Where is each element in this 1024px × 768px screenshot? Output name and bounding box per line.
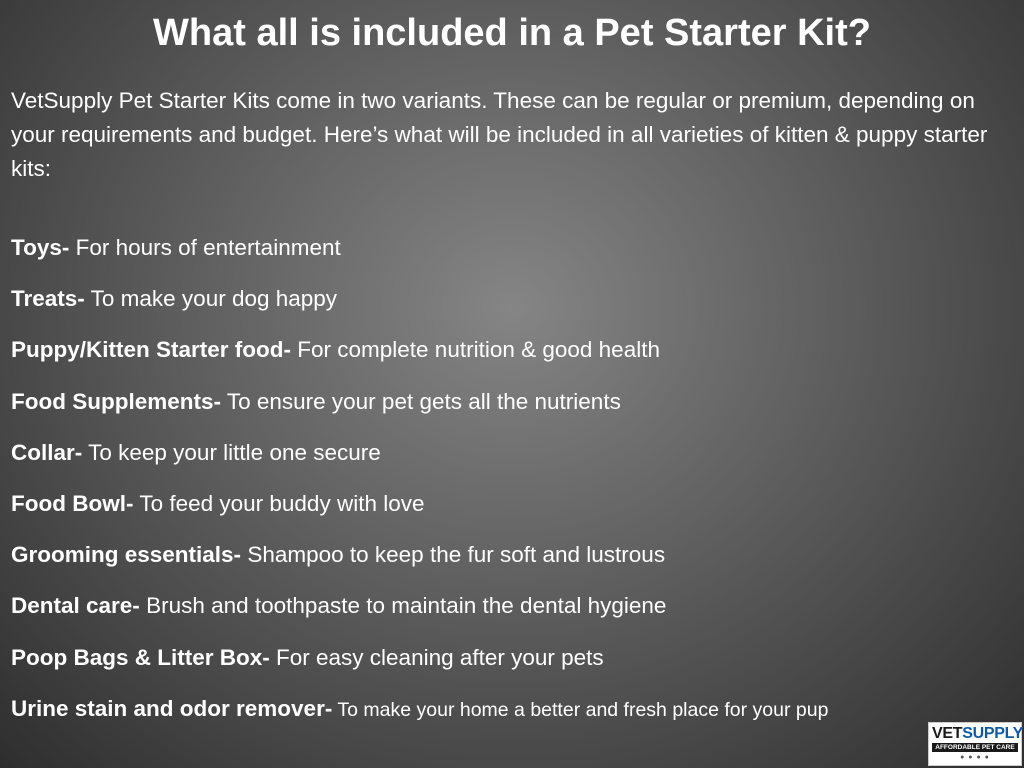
logo-wordmark [932, 725, 1023, 742]
item-description: For complete nutrition & good health [291, 337, 660, 363]
item-description: For hours of entertainment [69, 235, 341, 260]
item-label: Treats- [11, 286, 85, 312]
list-item [11, 640, 1016, 691]
item-label: Dental care- [11, 593, 140, 619]
vetsupply-logo [928, 722, 1022, 766]
list-item [11, 691, 1016, 742]
item-label: Food Supplements- [11, 388, 221, 414]
logo-tagline: AFFORDABLE PET CARE [932, 743, 1018, 752]
item-description: To feed your buddy with love [133, 490, 425, 516]
item-description: Shampoo to keep the fur soft and lustrous [241, 542, 666, 568]
intro-paragraph: VetSupply Pet Starter Kits come in two variants. These can be regular or premium, depending on your requirements and budget. Here’s what will be included in all varieties of kitten & puppy starter kits: [11, 88, 988, 181]
item-label: Toys- [11, 235, 70, 260]
list-item [11, 486, 1016, 537]
list-item [11, 537, 1016, 588]
item-description: To keep your little one secure [82, 439, 381, 465]
logo-word-supply: SUPPLY [962, 725, 1023, 742]
logo-word-vet: VET [932, 725, 963, 742]
item-description: To make your dog happy [84, 286, 338, 312]
item-description: For easy cleaning after your pets [269, 644, 604, 670]
item-label: Puppy/Kitten Starter food- [11, 337, 291, 363]
list-item [11, 332, 1016, 383]
item-description: To ensure your pet gets all the nutrients [221, 388, 621, 414]
item-label: Urine stain and odor remover- [11, 695, 333, 721]
item-label: Collar- [11, 439, 83, 465]
list-item [11, 384, 1016, 435]
list-item [11, 230, 1016, 281]
item-description: Brush and toothpaste to maintain the dental hygiene [139, 593, 667, 619]
list-item [11, 435, 1016, 486]
kit-items-list [11, 230, 1016, 742]
list-item [11, 588, 1016, 639]
list-item [11, 281, 1016, 332]
item-description: To make your home a better and fresh place for your pup [332, 698, 829, 721]
item-label: Food Bowl- [11, 490, 134, 516]
paw-icon: ● ● ● ● [960, 754, 990, 761]
slide-title: What all is included in a Pet Starter Kit? [153, 12, 871, 54]
item-label: Poop Bags & Litter Box- [11, 644, 270, 670]
item-label: Grooming essentials- [11, 542, 242, 568]
